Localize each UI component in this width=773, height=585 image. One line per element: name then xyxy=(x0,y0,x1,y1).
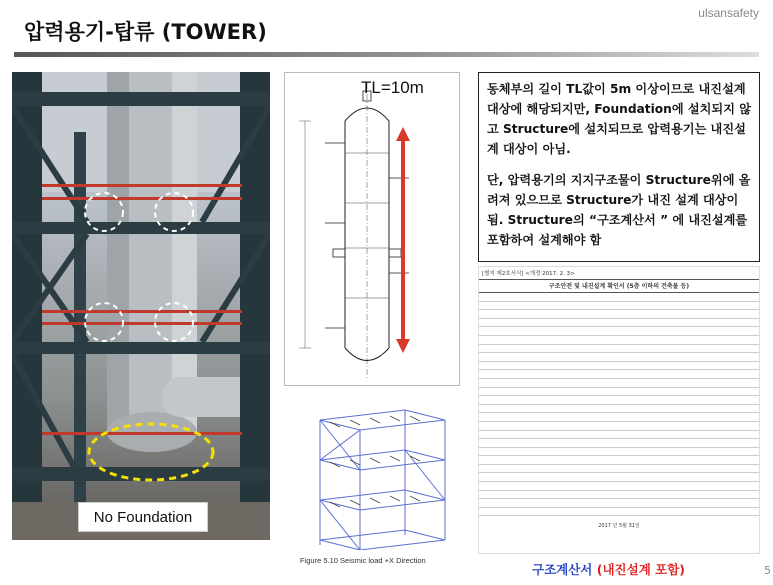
form-row xyxy=(479,310,759,319)
calculation-sheet-highlight: (내진설계 포함) xyxy=(596,562,685,577)
tower-photo xyxy=(12,72,270,540)
form-row xyxy=(479,473,759,482)
structure-model-illustration xyxy=(300,400,460,550)
page-number: 5 xyxy=(764,564,771,577)
explanation-paragraph-2: 단, 압력용기의 지지구조물이 Structure위에 올려져 있으므로 Structure가 내진 설계 대상이 됨. Structure의 “구조계산서 ” 에 내진설계를 포함하여 설계해야 함 xyxy=(487,173,751,247)
form-row xyxy=(479,362,759,371)
form-row xyxy=(479,327,759,336)
form-row xyxy=(479,345,759,354)
form-row xyxy=(479,448,759,457)
form-row xyxy=(479,482,759,491)
form-row xyxy=(479,396,759,405)
form-row xyxy=(479,491,759,500)
form-header-note: [별지 제2호서식] <개정 2017. 2. 3> xyxy=(482,271,575,277)
tower-photo-illustration xyxy=(12,72,270,540)
form-table xyxy=(479,293,759,516)
tower-drawing-illustration xyxy=(285,73,460,386)
calculation-sheet-title: 구조계산서 xyxy=(532,562,593,577)
form-row xyxy=(479,370,759,379)
form-row xyxy=(479,319,759,328)
tower-drawing xyxy=(284,72,460,386)
form-row xyxy=(479,422,759,431)
form-row xyxy=(479,302,759,311)
form-row xyxy=(479,499,759,508)
form-row xyxy=(479,353,759,362)
form-row xyxy=(479,439,759,448)
form-row xyxy=(479,405,759,414)
structural-confirmation-form xyxy=(478,266,760,554)
explanation-box xyxy=(478,72,760,262)
form-date: 2017 년 5월 31일 xyxy=(598,523,640,530)
calculation-sheet-label xyxy=(532,560,685,578)
brand-logo-text: ulsansafety xyxy=(698,6,759,20)
form-row xyxy=(479,293,759,302)
tl-dimension-label: TL=10m xyxy=(361,78,424,97)
page-title: 압력용기-탑류 (TOWER) xyxy=(24,20,267,44)
form-row xyxy=(479,431,759,440)
form-row xyxy=(479,413,759,422)
structure-model-figure xyxy=(300,400,460,550)
form-row xyxy=(479,465,759,474)
form-row xyxy=(479,379,759,388)
title-divider xyxy=(14,52,759,57)
model-figure-caption: Figure 5.10 Seismic load +X Direction xyxy=(300,556,426,565)
explanation-paragraph-1: 동체부의 길이 TL값이 5m 이상이므로 내진설계 대상에 해당되지만, Foundation에 설치되지 않고 Structure에 설치되므로 압력용기는 내진설계 대상이 아님. xyxy=(487,82,751,156)
form-row xyxy=(479,388,759,397)
no-foundation-label: No Foundation xyxy=(78,502,208,532)
form-row xyxy=(479,456,759,465)
form-row xyxy=(479,508,759,517)
form-row xyxy=(479,336,759,345)
form-title: 구조안전 및 내진설계 확인서 (5층 이하의 건축물 등) xyxy=(479,279,759,293)
